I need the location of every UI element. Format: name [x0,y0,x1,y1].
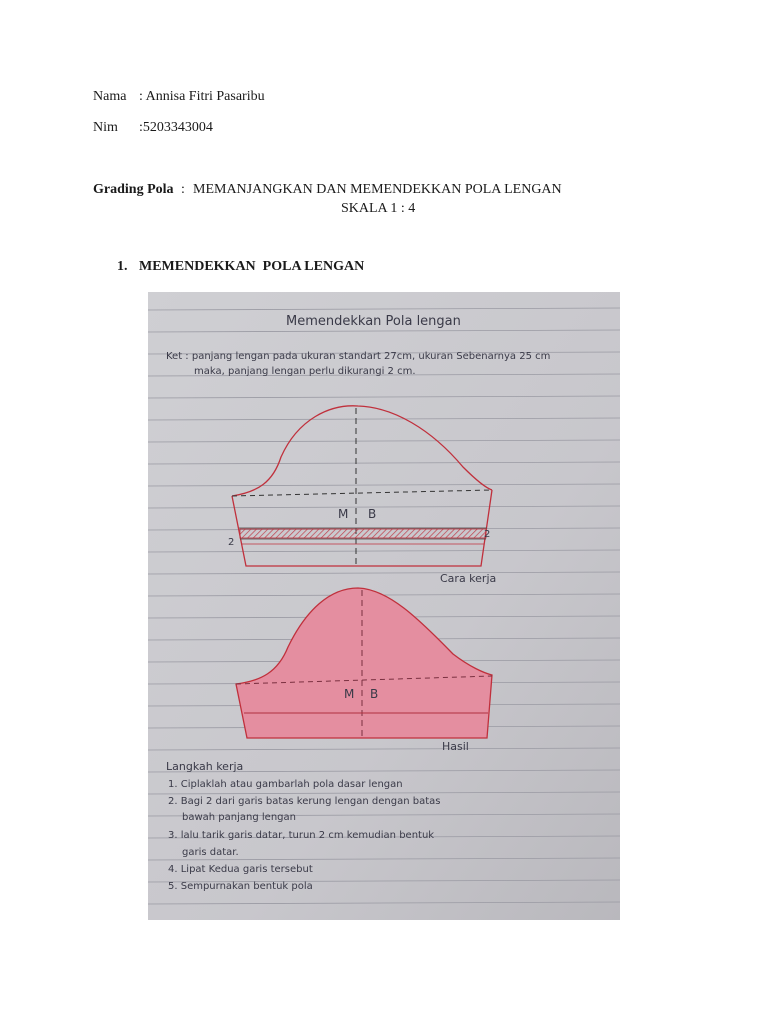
label-m: M [338,507,349,521]
title-scale: SKALA 1 : 4 [341,201,416,216]
nim-label: Nim [93,120,118,135]
notebook-photo [148,292,620,920]
step-5: 5. Sempurnakan bentuk pola [168,881,313,892]
step-2-cont: bawah panjang lengan [182,812,296,823]
steps-title: Langkah kerja [166,760,244,773]
title-colon: : [181,182,185,197]
name-label: Nama [93,89,127,104]
result-label-b: B [370,687,379,701]
label-b: B [368,507,377,521]
name-value: : Annisa Fitri Pasaribu [139,89,265,104]
photo-title: Memendekkan Pola lengan [286,314,461,329]
step-4: 4. Lipat Kedua garis tersebut [168,864,313,875]
ket-line-2: maka, panjang lengan perlu dikurangi 2 cm. [194,366,416,377]
label-2-left: 2 [228,537,235,548]
step-3: 3. lalu tarik garis datar, turun 2 cm kemudian bentuk [168,830,435,841]
label-2-right: 2 [484,529,491,540]
section-number: 1. [117,259,128,274]
result-label-m: M [344,687,355,701]
step-1: 1. Ciplaklah atau gambarlah pola dasar lengan [168,779,403,790]
nim-value: :5203343004 [139,120,213,135]
title-text: MEMANJANGKAN DAN MEMENDEKKAN POLA LENGAN [193,182,562,197]
section-heading: MEMENDEKKAN POLA LENGAN [139,259,365,274]
fold-hatch [240,529,486,538]
step-2: 2. Bagi 2 dari garis batas kerung lengan dengan batas [168,796,441,807]
ket-line-1: Ket : panjang lengan pada ukuran standart 27cm, ukuran Sebenarnya 25 cm [166,351,551,362]
title-label: Grading Pola [93,182,174,197]
caption-hasil: Hasil [442,740,469,753]
step-3-cont: garis datar. [182,847,239,858]
caption-cara-kerja: Cara kerja [440,572,497,585]
